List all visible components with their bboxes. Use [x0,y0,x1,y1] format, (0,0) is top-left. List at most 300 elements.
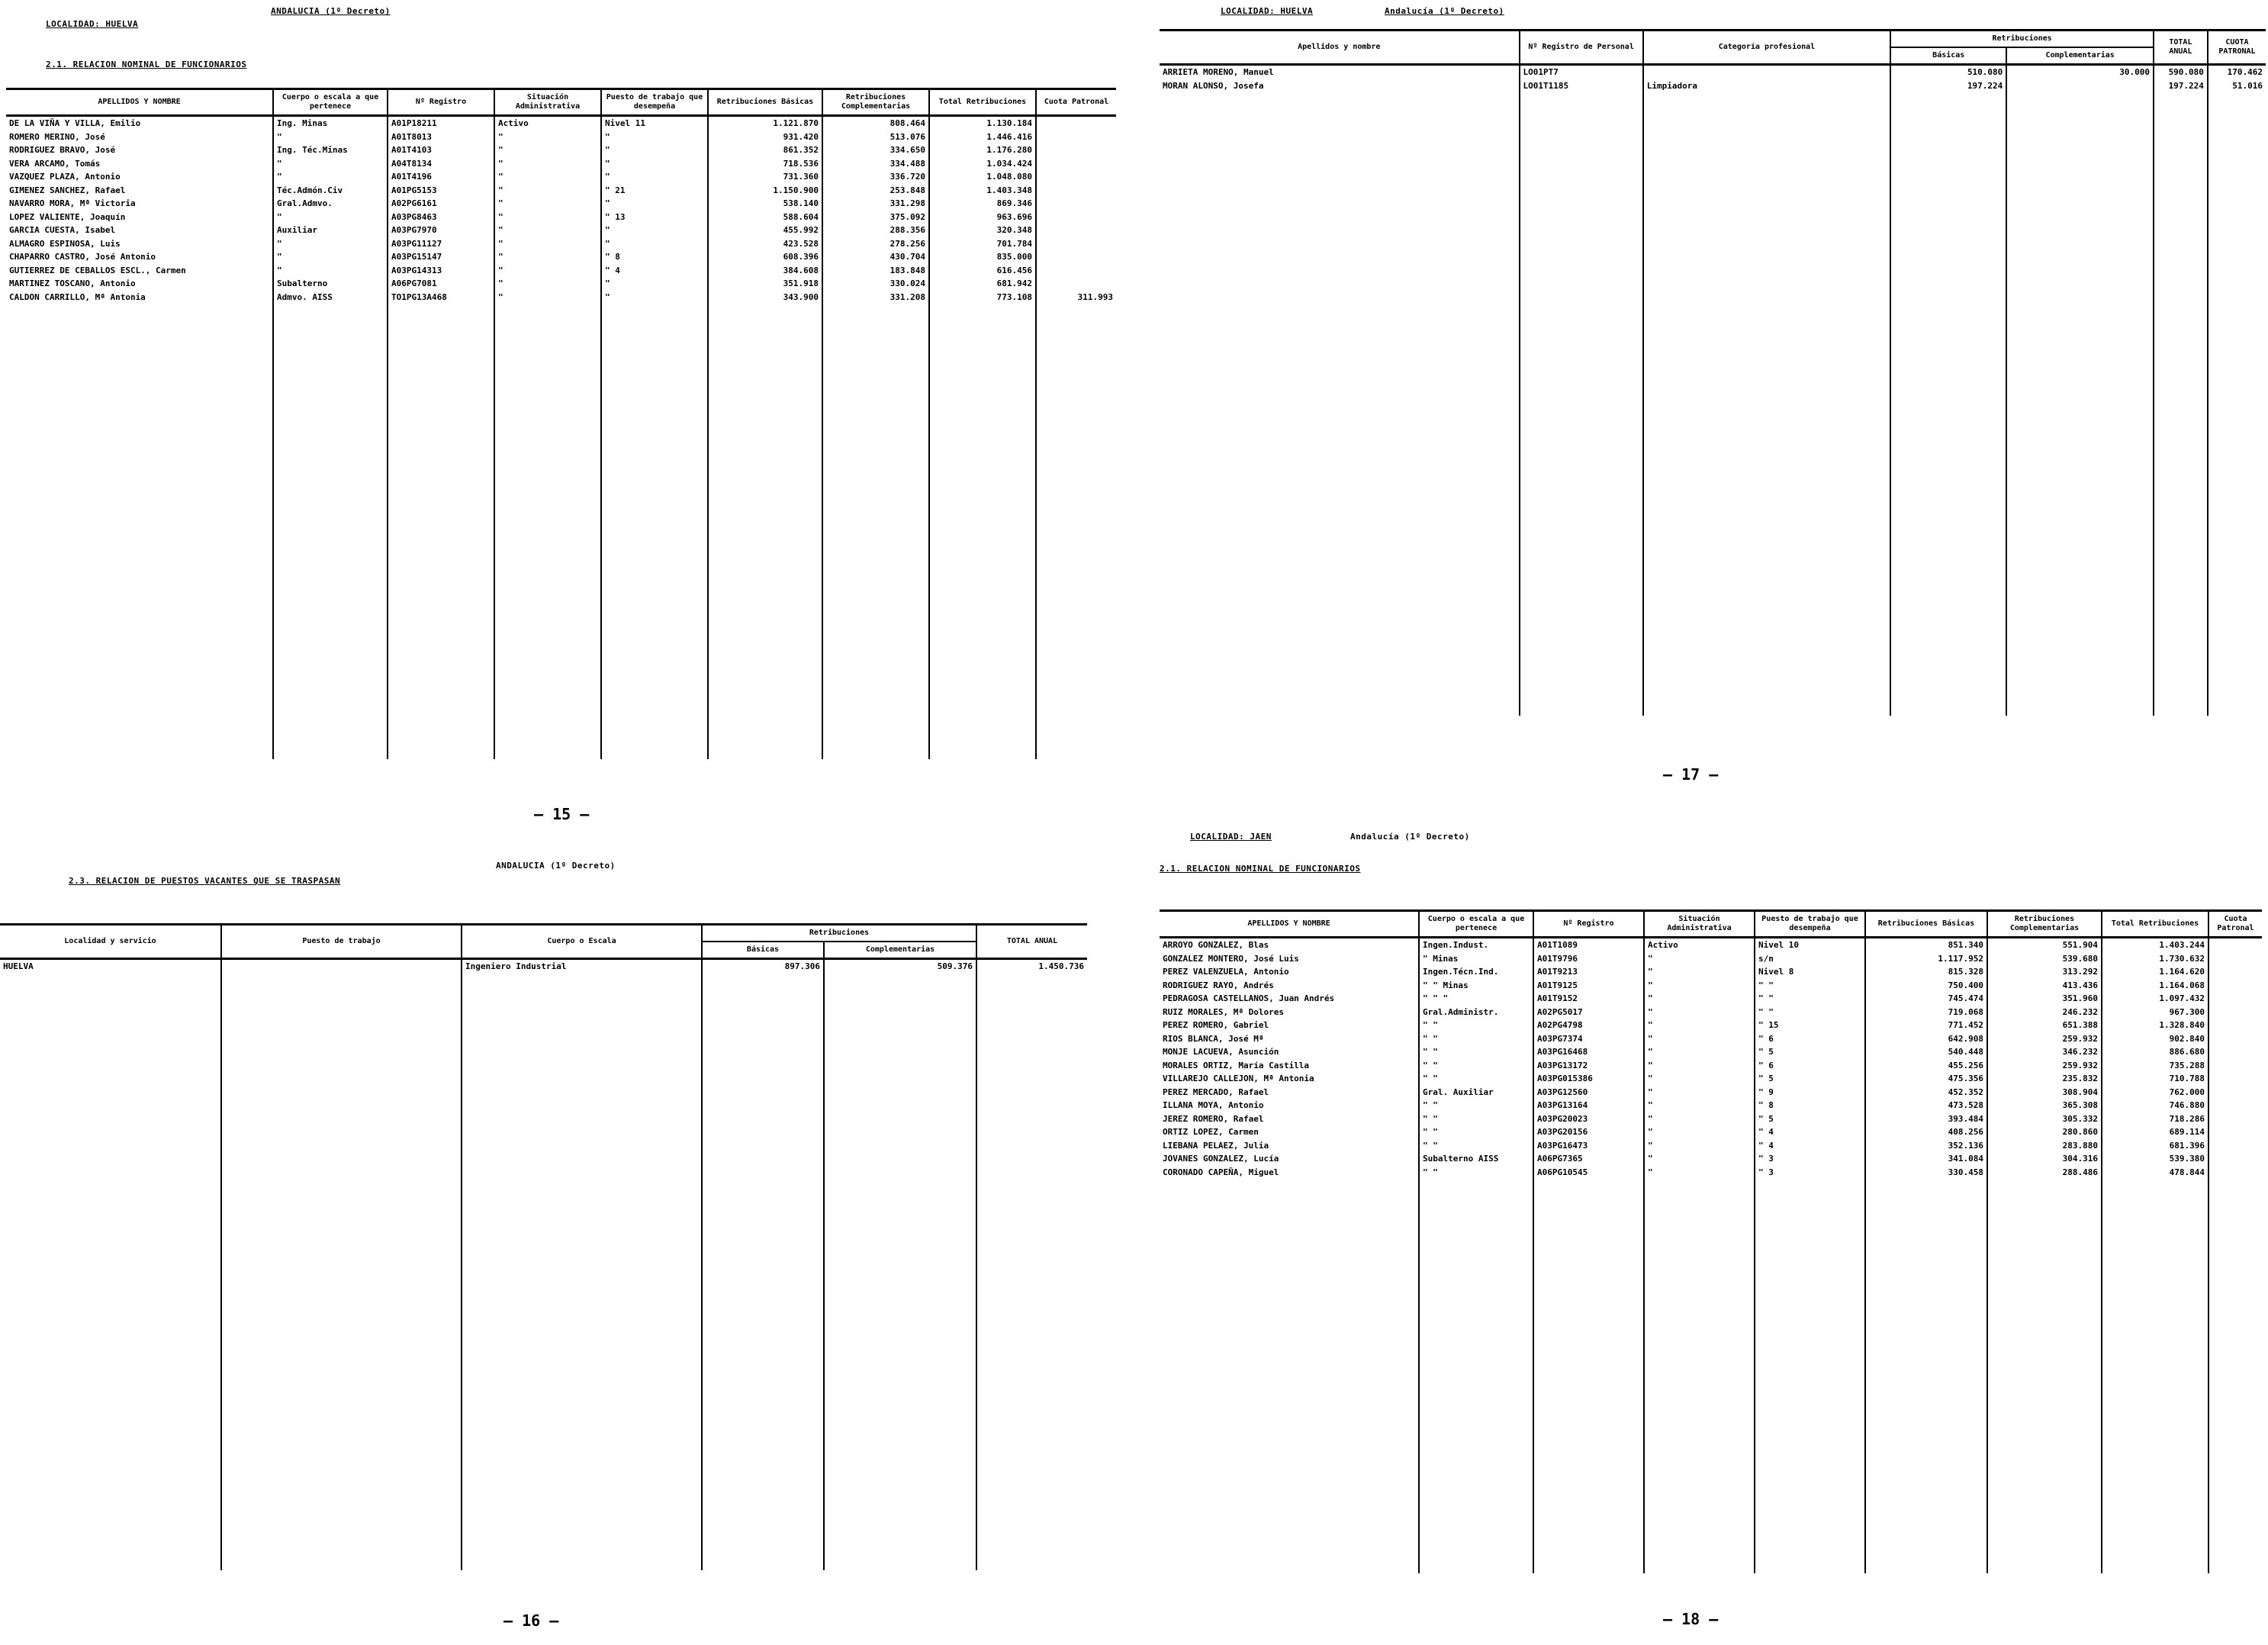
p18-cell: " 3 [1755,1166,1865,1180]
p18-cell: 1.403.244 [2102,938,2208,952]
p18-cell: 365.308 [1987,1099,2102,1112]
p15-col-5: Retribuciones Básicas [708,89,822,116]
p18-cell: 689.114 [2102,1125,2208,1139]
p15-cell: A01T8013 [388,130,494,144]
p17-col-basicas: Básicas [1890,47,2006,65]
empty-cell [2006,92,2154,716]
p15-cell: 351.918 [708,277,822,291]
p18-cell: " " [1419,1032,1533,1046]
p15-cell: 731.360 [708,170,822,184]
p18-cell [2208,1072,2262,1086]
page16-table [0,923,1087,1570]
p18-cell: A03PG16468 [1533,1045,1644,1059]
p15-cell: 513.076 [822,130,929,144]
p18-cell [2208,1019,2262,1032]
page18-region: Andalucía (1º Decreto) [1350,832,1470,842]
p15-cell: " [273,170,388,184]
table-row [1160,1166,2262,1180]
p15-cell: 835.000 [929,250,1036,264]
p15-cell: " [494,184,601,198]
p15-cell: " [494,224,601,237]
page18-section: 2.1. RELACION NOMINAL DE FUNCIONARIOS [1160,864,1361,874]
p15-cell: Activo [494,116,601,130]
p18-cell: " 4 [1755,1139,1865,1153]
p17-cell: Limpiadora [1643,79,1890,93]
p18-cell: 455.256 [1865,1059,1987,1073]
table-row [1160,1045,2262,1059]
p18-cell: 413.436 [1987,979,2102,993]
p15-cell [1036,211,1116,224]
table-filler-row [6,304,1116,759]
p18-cell: RIOS BLANCA, José Mª [1163,1033,1264,1044]
p15-cell: 311.993 [1036,291,1116,304]
p18-cell: 718.286 [2102,1112,2208,1126]
p17-cell: ARRIETA MORENO, Manuel [1163,67,1274,78]
p15-cell: 288.356 [822,224,929,237]
p15-cell: 343.900 [708,291,822,304]
p18-cell: PEREZ VALENZUELA, Antonio [1163,967,1289,977]
p15-cell: A03PG14313 [388,264,494,278]
table-row [1160,1152,2262,1166]
p15-cell: 869.346 [929,197,1036,211]
empty-cell [1755,1179,1865,1573]
p15-cell: " [273,250,388,264]
p17-cell: 30.000 [2006,65,2154,79]
p18-cell: A02PG4798 [1533,1019,1644,1032]
p18-cell [2208,1112,2262,1126]
p17-cell: LO01PT7 [1520,65,1643,79]
p15-cell: 538.140 [708,197,822,211]
p15-cell: TO1PG13A468 [388,291,494,304]
p15-cell: " [494,157,601,171]
p18-cell: Subalterno AISS [1419,1152,1533,1166]
p18-cell: 280.860 [1987,1125,2102,1139]
page16-number: — 16 — [503,1611,559,1630]
table-row [6,264,1116,278]
p18-cell: A03PG12560 [1533,1086,1644,1099]
empty-cell [1520,92,1643,716]
p18-cell [2208,965,2262,979]
p15-cell: " 4 [601,264,708,278]
p18-cell: " [1644,1059,1755,1073]
p18-cell: " [1644,1006,1755,1019]
p15-cell: " [494,197,601,211]
p18-cell: RUIZ MORALES, Mª Dolores [1163,1006,1284,1017]
p18-cell: PEDRAGOSA CASTELLANOS, Juan Andrés [1163,993,1335,1004]
p16-col-retribuciones: Retribuciones [702,925,976,942]
page17-number: — 17 — [1663,765,1719,784]
p18-cell: s/n [1755,952,1865,966]
empty-cell [1160,1179,1419,1573]
p18-cell: A03PG16473 [1533,1139,1644,1153]
p15-cell: Téc.Admón.Civ [273,184,388,198]
p15-cell: VERA ARCAMO, Tomás [9,158,101,169]
table-row [1160,1139,2262,1153]
p18-cell: 341.084 [1865,1152,1987,1166]
p15-cell: 1.150.900 [708,184,822,198]
empty-cell [2208,92,2266,716]
p18-cell: " " [1419,1125,1533,1139]
p18-cell: 551.904 [1987,938,2102,952]
p18-cell: JEREZ ROMERO, Rafael [1163,1113,1264,1124]
p15-cell: 1.121.870 [708,116,822,130]
p15-cell: 808.464 [822,116,929,130]
table-row [0,959,1087,974]
table-row [6,170,1116,184]
p18-cell: " 15 [1755,1019,1865,1032]
p15-cell: LOPEZ VALIENTE, Joaquín [9,211,126,222]
p16-cell: 509.376 [824,959,976,974]
empty-cell [6,304,273,759]
p15-cell: " [494,250,601,264]
table-row [1160,1059,2262,1073]
p17-cell: LO01T1185 [1520,79,1643,93]
p18-cell: 651.388 [1987,1019,2102,1032]
p15-cell: " [601,157,708,171]
p15-cell: " [494,264,601,278]
p15-cell [1036,250,1116,264]
p17-cell: 197.224 [1890,79,2006,93]
table-row [6,277,1116,291]
table-row [1160,992,2262,1006]
p15-cell: A06PG7081 [388,277,494,291]
p18-cell: 259.932 [1987,1032,2102,1046]
p16-cell: HUELVA [3,961,34,972]
p18-cell: " Minas [1419,952,1533,966]
p18-cell: MONJE LACUEVA, Asunción [1163,1047,1279,1058]
p18-cell: 235.832 [1987,1072,2102,1086]
p18-cell [2208,992,2262,1006]
p18-cell: " [1644,965,1755,979]
p18-cell [2208,1139,2262,1153]
empty-cell [273,304,388,759]
p18-cell: A06PG7365 [1533,1152,1644,1166]
p15-cell: 608.396 [708,250,822,264]
p18-cell: 1.164.620 [2102,965,2208,979]
page16-region: ANDALUCIA (1º Decreto) [496,861,616,871]
p15-cell: " [601,197,708,211]
p15-cell: 384.608 [708,264,822,278]
p18-cell [2208,1152,2262,1166]
p15-cell: DE LA VIÑA Y VILLA, Emilio [9,118,141,129]
p18-cell: A03PG13164 [1533,1099,1644,1112]
p18-cell: 539.380 [2102,1152,2208,1166]
empty-cell [929,304,1036,759]
p18-col-0: APELLIDOS Y NOMBRE [1160,911,1419,938]
p18-cell: 735.288 [2102,1059,2208,1073]
p15-cell [1036,170,1116,184]
p18-cell: 473.528 [1865,1099,1987,1112]
empty-cell [824,974,976,1571]
p15-cell: Admvo. AISS [273,291,388,304]
p15-cell [1036,237,1116,251]
p18-cell [2208,1006,2262,1019]
p15-cell: 1.130.184 [929,116,1036,130]
p17-col-cuota: CUOTA PATRONAL [2208,31,2266,65]
p15-cell: 423.528 [708,237,822,251]
p17-col-name: Apellidos y nombre [1160,31,1520,65]
p15-cell: MARTINEZ TOSCANO, Antonio [9,278,136,289]
p15-cell: Subalterno [273,277,388,291]
p15-cell: A02PG6161 [388,197,494,211]
p16-col-basicas: Básicas [702,942,824,959]
p17-col-retribuciones: Retribuciones [1890,31,2154,48]
p15-cell: 861.352 [708,143,822,157]
table-row [6,197,1116,211]
p15-cell: ALMAGRO ESPINOSA, Luis [9,238,121,249]
p18-cell: " 5 [1755,1072,1865,1086]
p18-cell: " [1644,1086,1755,1099]
page-15 [0,0,1129,824]
p15-cell: 616.456 [929,264,1036,278]
p15-cell: A01T4196 [388,170,494,184]
p15-cell: 330.024 [822,277,929,291]
p18-cell: " 4 [1755,1125,1865,1139]
p18-cell: A03PG13172 [1533,1059,1644,1073]
p18-cell: " " [1419,1112,1533,1126]
p18-cell: 1.730.632 [2102,952,2208,966]
p15-cell: " [494,291,601,304]
p15-cell: VAZQUEZ PLAZA, Antonio [9,172,121,182]
table-row [6,157,1116,171]
p15-cell: 375.092 [822,211,929,224]
table-row [6,291,1116,304]
p17-col-registro: Nº Registro de Personal [1520,31,1643,65]
table-row [1160,938,2262,952]
page15-number: — 15 — [534,805,590,823]
p16-cell: 897.306 [702,959,824,974]
p18-cell: 246.232 [1987,1006,2102,1019]
table-row [6,224,1116,237]
p18-cell: Nivel 8 [1755,965,1865,979]
p15-cell: " [601,130,708,144]
p15-cell: A03PG11127 [388,237,494,251]
p18-cell: 288.486 [1987,1166,2102,1180]
p18-cell: " [1644,992,1755,1006]
p18-cell: 539.680 [1987,952,2102,966]
p18-cell: " 8 [1755,1099,1865,1112]
p15-cell [1036,143,1116,157]
table-row [6,211,1116,224]
p15-cell: " [494,170,601,184]
p15-cell: A03PG15147 [388,250,494,264]
p18-cell: GONZALEZ MONTERO, José Luis [1163,953,1299,964]
table-row [6,237,1116,251]
page16-title: 2.3. RELACION DE PUESTOS VACANTES QUE SE TRASPASAN [69,876,341,886]
p15-cell [1036,116,1116,130]
p18-cell: 475.356 [1865,1072,1987,1086]
p15-cell: " [601,237,708,251]
p18-cell: 351.960 [1987,992,2102,1006]
p15-cell [1036,184,1116,198]
p18-cell: " [1644,1019,1755,1032]
p15-cell: " [494,130,601,144]
p18-cell: " " [1419,1072,1533,1086]
p17-cell: 197.224 [2154,79,2208,93]
p15-cell: A01PG5153 [388,184,494,198]
empty-cell [494,304,601,759]
p18-cell: 313.292 [1987,965,2102,979]
p17-cell: 590.080 [2154,65,2208,79]
p15-cell: GUTIERREZ DE CEBALLOS ESCL., Carmen [9,265,186,275]
p15-cell: GIMENEZ SANCHEZ, Rafael [9,185,126,195]
page18-number: — 18 — [1663,1610,1719,1628]
p18-cell: " [1644,1152,1755,1166]
p18-cell: " [1644,1112,1755,1126]
p18-cell: " " [1419,1166,1533,1180]
p15-cell [1036,157,1116,171]
p15-cell: " [494,237,601,251]
p15-cell: 1.048.080 [929,170,1036,184]
table-row [6,184,1116,198]
p18-cell [2208,1045,2262,1059]
p15-cell: 430.704 [822,250,929,264]
p17-col-total: TOTAL ANUAL [2154,31,2208,65]
p15-cell: RODRIGUEZ BRAVO, José [9,145,116,156]
empty-cell [1036,304,1116,759]
p18-cell: " " [1419,1045,1533,1059]
p18-cell: A02PG5017 [1533,1006,1644,1019]
p18-cell: 1.164.068 [2102,979,2208,993]
p18-cell: 902.840 [2102,1032,2208,1046]
p15-cell: A03PG8463 [388,211,494,224]
p18-cell: 642.908 [1865,1032,1987,1046]
empty-cell [1533,1179,1644,1573]
page18-locality: LOCALIDAD: JAEN [1190,832,1272,842]
p18-cell: MORALES ORTIZ, María Castilla [1163,1060,1310,1070]
p18-cell: 719.068 [1865,1006,1987,1019]
p18-cell: Gral.Administr. [1419,1006,1533,1019]
p18-cell: A06PG10545 [1533,1166,1644,1180]
empty-cell [2208,1179,2262,1573]
p18-cell: 393.484 [1865,1112,1987,1126]
p18-cell: 815.328 [1865,965,1987,979]
p18-cell: JOVANES GONZALEZ, Lucía [1163,1154,1279,1164]
p15-cell: Nivel 11 [601,116,708,130]
empty-cell [0,974,221,1571]
p15-cell: ROMERO MERINO, José [9,131,105,142]
table-row [6,116,1116,130]
p18-col-3: Situación Administrativa [1644,911,1755,938]
p18-cell: " [1644,979,1755,993]
p15-cell: A04T8134 [388,157,494,171]
p18-cell: A01T9796 [1533,952,1644,966]
p18-cell: 330.458 [1865,1166,1987,1180]
page15-section: 2.1. RELACION NOMINAL DE FUNCIONARIOS [46,60,247,69]
p18-col-5: Retribuciones Básicas [1865,911,1987,938]
p18-cell: 346.232 [1987,1045,2102,1059]
table-row [1160,1072,2262,1086]
p18-cell: " " [1755,992,1865,1006]
p18-cell: ARROYO GONZALEZ, Blas [1163,940,1269,951]
p18-cell: 478.844 [2102,1166,2208,1180]
p15-cell: CALDON CARRILLO, Mª Antonia [9,291,146,302]
p15-cell: 701.784 [929,237,1036,251]
p18-cell: 746.880 [2102,1099,2208,1112]
p18-cell: " [1644,1166,1755,1180]
p18-cell: " " [1419,1099,1533,1112]
p18-cell: " 6 [1755,1032,1865,1046]
p17-cell: MORAN ALONSO, Josefa [1163,80,1264,91]
p18-cell: " [1644,1045,1755,1059]
p18-cell: " " [1419,1019,1533,1032]
empty-cell [1644,1179,1755,1573]
p18-cell: A03PG7374 [1533,1032,1644,1046]
p18-cell: 886.680 [2102,1045,2208,1059]
p18-cell: " [1644,1139,1755,1153]
table-row [1160,1099,2262,1112]
p15-cell: 1.034.424 [929,157,1036,171]
p18-cell: 762.000 [2102,1086,2208,1099]
p15-cell: " [601,277,708,291]
p15-col-8: Cuota Patronal [1036,89,1116,116]
p18-cell: 967.300 [2102,1006,2208,1019]
empty-cell [1987,1179,2102,1573]
p15-cell: 1.446.416 [929,130,1036,144]
p18-col-2: Nº Registro [1533,911,1644,938]
page17-region: Andalucía (1º Decreto) [1385,6,1504,16]
p15-cell: 681.942 [929,277,1036,291]
p15-cell: A01T4103 [388,143,494,157]
p18-cell: ILLANA MOYA, Antonio [1163,1100,1264,1111]
p15-cell: " [601,224,708,237]
table-row [1160,1019,2262,1032]
table-row [1160,979,2262,993]
p18-cell [2208,1099,2262,1112]
p15-cell: 931.420 [708,130,822,144]
p15-cell: A03PG7970 [388,224,494,237]
p15-cell: " [273,130,388,144]
table-row [1160,1125,2262,1139]
table-row [1160,1006,2262,1019]
p18-cell: 305.332 [1987,1112,2102,1126]
p18-cell: " " [1755,1006,1865,1019]
p18-cell: " " [1419,1059,1533,1073]
p18-cell: Nivel 10 [1755,938,1865,952]
empty-cell [822,304,929,759]
p15-cell: 336.720 [822,170,929,184]
table-filler-row [1160,1179,2262,1573]
p18-cell: " 6 [1755,1059,1865,1073]
p15-cell: 334.488 [822,157,929,171]
page-18 [1144,832,2268,1645]
page18-table [1160,909,2262,1573]
p18-cell: 710.788 [2102,1072,2208,1086]
page15-locality: LOCALIDAD: HUELVA [46,19,139,29]
p15-cell: " 13 [601,211,708,224]
p18-cell [2208,979,2262,993]
p18-col-7: Total Retribuciones [2102,911,2208,938]
p15-cell: 1.403.348 [929,184,1036,198]
p18-cell: " " " [1419,992,1533,1006]
p15-cell: " [273,211,388,224]
p18-cell: 352.136 [1865,1139,1987,1153]
p18-cell: " [1644,1032,1755,1046]
p18-cell: PEREZ ROMERO, Gabriel [1163,1020,1269,1031]
p18-cell: 408.256 [1865,1125,1987,1139]
page17-table [1160,29,2266,716]
page17-locality: LOCALIDAD: HUELVA [1221,6,1314,16]
p15-col-6: Retribuciones Complementarias [822,89,929,116]
p15-col-1: Cuerpo o escala a que pertenece [273,89,388,116]
table-filler-row [1160,92,2266,716]
p15-cell: 320.348 [929,224,1036,237]
p18-cell [2208,1086,2262,1099]
p17-cell: 170.462 [2208,65,2266,79]
table-row [6,130,1116,144]
p18-cell: LIEBANA PELAEZ, Julia [1163,1140,1269,1151]
page15-table [6,88,1116,759]
